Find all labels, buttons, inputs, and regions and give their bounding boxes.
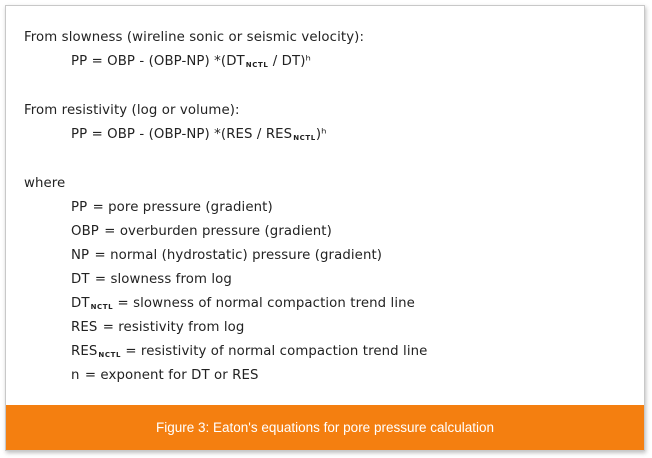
definition-term: n — [71, 368, 80, 383]
definition-term: DT — [71, 272, 90, 287]
slowness-heading: From slowness (wireline sonic or seismic velocity): — [24, 30, 365, 45]
definition-subscript: NCTL — [98, 351, 122, 359]
definition-desc: = resistivity from log — [98, 320, 245, 335]
definition-subscript: NCTL — [90, 303, 114, 311]
resistivity-equation-subscript: NCTL — [293, 134, 316, 142]
definition-term: NP — [71, 248, 90, 263]
resistivity-heading: From resistivity (log or volume): — [24, 103, 240, 118]
definition-row — [71, 199, 273, 218]
definition-row — [71, 319, 244, 338]
resistivity-equation-main: PP = OBP - (OBP-NP) *(RES / RES — [71, 127, 293, 142]
resistivity-equation — [71, 126, 327, 145]
definition-term: RES — [71, 344, 98, 359]
definition-term: RES — [71, 320, 98, 335]
definition-desc: = exponent for DT or RES — [80, 368, 259, 383]
slowness-equation — [71, 53, 311, 72]
resistivity-equation-tail: )ʰ — [315, 127, 327, 142]
definition-row — [71, 343, 427, 362]
definition-term: OBP — [71, 224, 99, 239]
figure-caption: Figure 3: Eaton's equations for pore pressure calculation — [155, 420, 495, 435]
definition-row — [71, 223, 332, 242]
definition-desc: = pore pressure (gradient) — [88, 200, 273, 215]
slowness-equation-subscript: NCTL — [245, 61, 269, 69]
definition-desc: = resistivity of normal compaction trend line — [121, 344, 428, 359]
definition-desc: = slowness from log — [90, 272, 232, 287]
slowness-equation-main: PP = OBP - (OBP-NP) *(DT — [71, 54, 245, 69]
definition-desc: = overburden pressure (gradient) — [99, 224, 332, 239]
definition-desc: = slowness of normal compaction trend line — [113, 296, 415, 311]
definition-row — [71, 367, 259, 386]
where-label: where — [24, 176, 66, 191]
definition-desc: = normal (hydrostatic) pressure (gradient) — [90, 248, 383, 263]
figure-card — [5, 5, 645, 451]
definition-term: PP — [71, 200, 88, 215]
slowness-equation-tail: / DT)ʰ — [268, 54, 311, 69]
definition-term: DT — [71, 296, 90, 311]
definition-row — [71, 295, 415, 314]
figure-caption-bar — [6, 405, 644, 450]
definition-row — [71, 247, 382, 266]
definition-row — [71, 271, 232, 290]
